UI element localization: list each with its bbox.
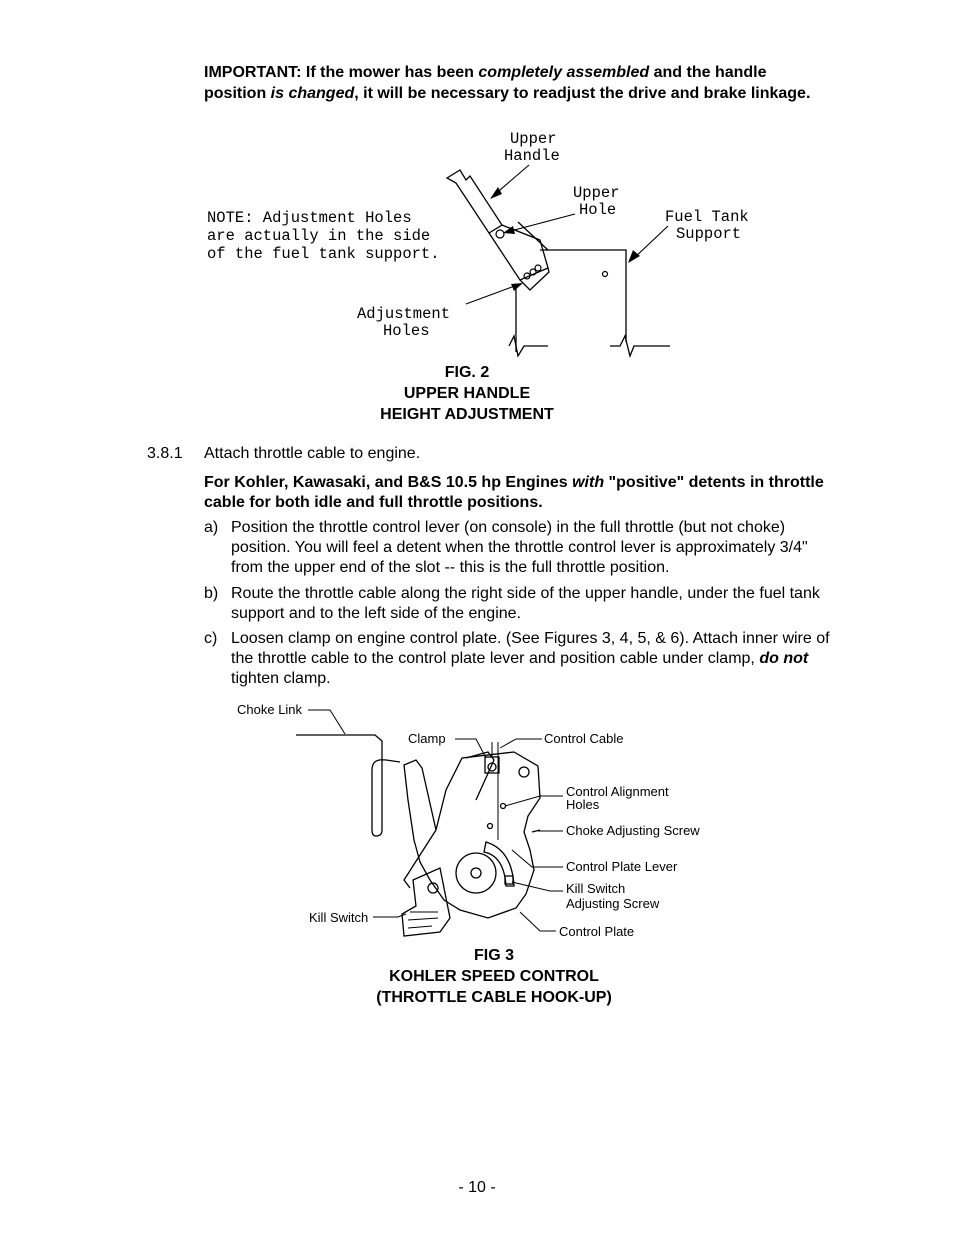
label-control-cable: Control Cable bbox=[544, 731, 624, 746]
fig3-caption-line: (THROTTLE CABLE HOOK-UP) bbox=[376, 989, 612, 1006]
list-item bbox=[204, 629, 834, 689]
label-kill-screw-2: Adjusting Screw bbox=[566, 896, 660, 911]
list-item-label: c) bbox=[204, 630, 218, 647]
label-alignment-1: Control Alignment bbox=[566, 784, 669, 799]
fig2-caption-line: UPPER HANDLE bbox=[403, 385, 531, 402]
label-choke-screw: Choke Adjusting Screw bbox=[566, 823, 700, 838]
label-clamp: Clamp bbox=[408, 731, 446, 746]
label-adj-holes-1: Adjustment bbox=[357, 305, 451, 323]
label-upper-handle-2: Handle bbox=[504, 147, 560, 165]
note-line-1: NOTE: Adjustment Holes bbox=[207, 209, 412, 227]
label-fuel-tank-1: Fuel Tank bbox=[665, 208, 749, 226]
list-item bbox=[204, 584, 834, 624]
label-fuel-tank-2: Support bbox=[676, 225, 742, 243]
label-plate-lever: Control Plate Lever bbox=[566, 859, 678, 874]
list-item-label: a) bbox=[204, 519, 219, 536]
label-upper-handle-1: Upper bbox=[510, 130, 557, 148]
list-item-text: Position the throttle control lever (on console) in the full throttle (but not choke) position. You will feel a detent when the throttle control lever is approximately 3/4" from the upper end of the slot -- this is the full throttle position. bbox=[231, 519, 808, 576]
label-kill-screw-1: Kill Switch bbox=[566, 881, 626, 896]
label-upper-hole-1: Upper bbox=[573, 184, 620, 202]
label-kill-switch: Kill Switch bbox=[309, 910, 369, 925]
list-item-label: b) bbox=[204, 585, 219, 602]
note-line-2: are actually in the side bbox=[207, 227, 431, 245]
note-line-3: of the fuel tank support. bbox=[207, 245, 440, 263]
fig3-diagram bbox=[0, 690, 954, 950]
fig3-caption-line: KOHLER SPEED CONTROL bbox=[389, 968, 599, 985]
fig3-caption bbox=[0, 945, 954, 1008]
page-number: - 10 - bbox=[458, 1179, 496, 1196]
important-note: IMPORTANT: If the mower has been completely assembled and the handle position is changed, it will be necessary to readjust the drive and brake linkage. bbox=[204, 64, 811, 102]
list-item-text: Loosen clamp on engine control plate. (See Figures 3, 4, 5, & 6). Attach inner wire of the throttle cable to the control plate lever and position cable under clamp, do not tighten clamp. bbox=[231, 630, 830, 687]
label-upper-hole-2: Hole bbox=[579, 201, 617, 219]
label-alignment-2: Holes bbox=[566, 797, 600, 812]
section-subhead: For Kohler, Kawasaki, and B&S 10.5 hp Engines with "positive" detents in throttle cable for both idle and full throttle positions. bbox=[204, 474, 824, 511]
fig2-caption bbox=[0, 362, 934, 425]
fig2-caption-line: FIG. 2 bbox=[444, 364, 490, 381]
fig2-diagram bbox=[0, 0, 954, 360]
section-number: 3.8.1 bbox=[147, 445, 183, 462]
fig2-caption-line: HEIGHT ADJUSTMENT bbox=[380, 406, 554, 423]
fig3-caption-line: FIG 3 bbox=[473, 947, 514, 964]
section-title: Attach throttle cable to engine. bbox=[204, 445, 421, 462]
label-adj-holes-2: Holes bbox=[383, 322, 430, 340]
list-item bbox=[204, 518, 834, 578]
label-choke-link: Choke Link bbox=[237, 702, 303, 717]
list-item-text: Route the throttle cable along the right side of the upper handle, under the fuel tank support and to the left side of the engine. bbox=[231, 585, 820, 622]
label-control-plate: Control Plate bbox=[559, 924, 635, 939]
